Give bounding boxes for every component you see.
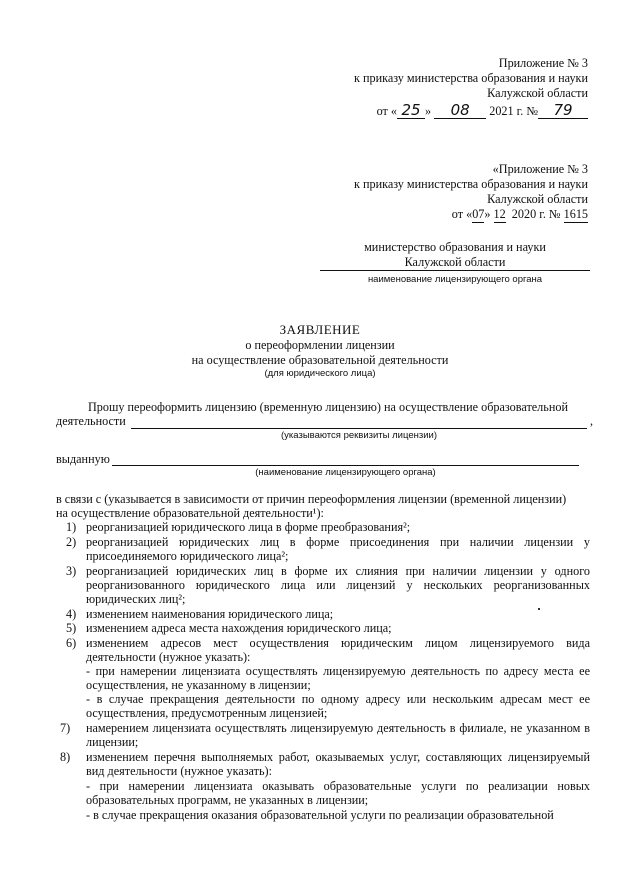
licensing-organ-line2: Калужской области — [320, 255, 590, 271]
previous-appendix-header — [268, 162, 588, 223]
list-item-text: изменением адреса места нахождения юридического лица; — [86, 621, 392, 635]
appendix-date-line: от « 25 » 08 2021 г. № 79 — [268, 103, 588, 119]
list-item-text: изменением наименования юридического лица; — [86, 607, 334, 621]
license-details-underline — [131, 428, 587, 429]
issued-by-underline — [112, 465, 579, 466]
issued-by-caption: (наименование лицензирующего органа) — [255, 467, 436, 478]
list-item-text: реорганизацией юридических лиц в форме их слияния при наличии лицензии у одного реорганизованного юридического лица или лицензий у нескольких реорганизованных юридических лиц²; — [86, 564, 590, 606]
list-item-number: 7) — [60, 721, 71, 735]
document-subtitle-2: на осуществление образовательной деятельности — [191, 353, 449, 367]
list-item-text: - в случае прекращения оказания образовательной услуги по реализации образовательной — [86, 808, 554, 822]
list-item-text: - при намерении лицензиата оказывать образовательные услуги по реализации новых образовательных программ, не указанных в лицензии; — [86, 779, 590, 807]
document-title-block — [0, 322, 640, 379]
list-item-number: 4) — [66, 607, 77, 621]
list-item-number: 6) — [66, 636, 77, 650]
previous-appendix-order-line: к приказу министерства образования и науки — [353, 177, 588, 191]
handwritten-month: 08 — [434, 103, 486, 119]
list-item-text: - в случае прекращения деятельности по одному адресу или нескольким адресам мест ее осуществления, предусмотренным лицензией; — [86, 692, 590, 720]
previous-appendix-title: «Приложение № 3 — [492, 162, 588, 176]
issued-prefix: выданную — [56, 452, 110, 466]
list-item-text: изменением перечня выполняемых работ, оказываемых услуг, составляющих лицензируемый вид деятельности (нужное указать): — [86, 750, 590, 778]
list-item-text: - при намерении лицензиата осуществлять лицензируемую деятельность по адресу места ее осуществления, не указанному в лицензии; — [86, 664, 590, 692]
document-subtitle-1: о переоформлении лицензии — [245, 338, 395, 352]
list-item-number: 8) — [60, 750, 71, 764]
appendix-header — [268, 56, 588, 119]
reason-intro: в связи с (указывается в зависимости от причин переоформления лицензии (временной лицензии) на осуществление образовательной деятельности¹): — [56, 492, 567, 520]
licensing-organ — [320, 240, 590, 285]
list-item-number: 1) — [66, 520, 77, 534]
request-line-1: Прошу переоформить лицензию (временную лицензию) на осуществление образовательной — [88, 400, 568, 414]
previous-appendix-date-line: от «07» 12 2020 г. № 1615 — [451, 207, 588, 221]
appendix-title: Приложение № 3 — [498, 56, 588, 70]
document-note: (для юридического лица) — [264, 368, 376, 379]
request-line-2-prefix: деятельности — [56, 414, 126, 428]
list-item-number: 2) — [66, 535, 77, 549]
list-item-number: 3) — [66, 564, 77, 578]
list-item-text: изменением адресов мест осуществления юридическим лицом лицензируемого вида деятельности (нужное указать): — [86, 636, 590, 664]
scan-speck — [538, 608, 540, 610]
handwritten-day: 25 — [397, 103, 425, 119]
previous-appendix-region: Калужской области — [487, 192, 588, 206]
list-item-text: реорганизацией юридических лиц в форме присоединения при наличии лицензии у присоединяемого юридического лица²; — [86, 535, 590, 563]
license-details-caption: (указываются реквизиты лицензии) — [281, 430, 437, 441]
request-line-2-suffix: , — [590, 414, 594, 428]
list-item-text: реорганизацией юридического лица в форме преобразования²; — [86, 520, 411, 534]
licensing-organ-line1: министерство образования и науки — [364, 240, 546, 254]
handwritten-number: 79 — [538, 103, 588, 119]
list-item-text: намерением лицензиата осуществлять лицензируемую деятельность в филиале, не указанном в лицензии; — [86, 721, 590, 749]
licensing-organ-caption: наименование лицензирующего органа — [367, 274, 543, 285]
document-title: ЗАЯВЛЕНИЕ — [279, 322, 361, 337]
appendix-order-line: к приказу министерства образования и науки — [353, 71, 588, 85]
appendix-region: Калужской области — [487, 86, 588, 100]
list-item-number: 5) — [66, 621, 77, 635]
